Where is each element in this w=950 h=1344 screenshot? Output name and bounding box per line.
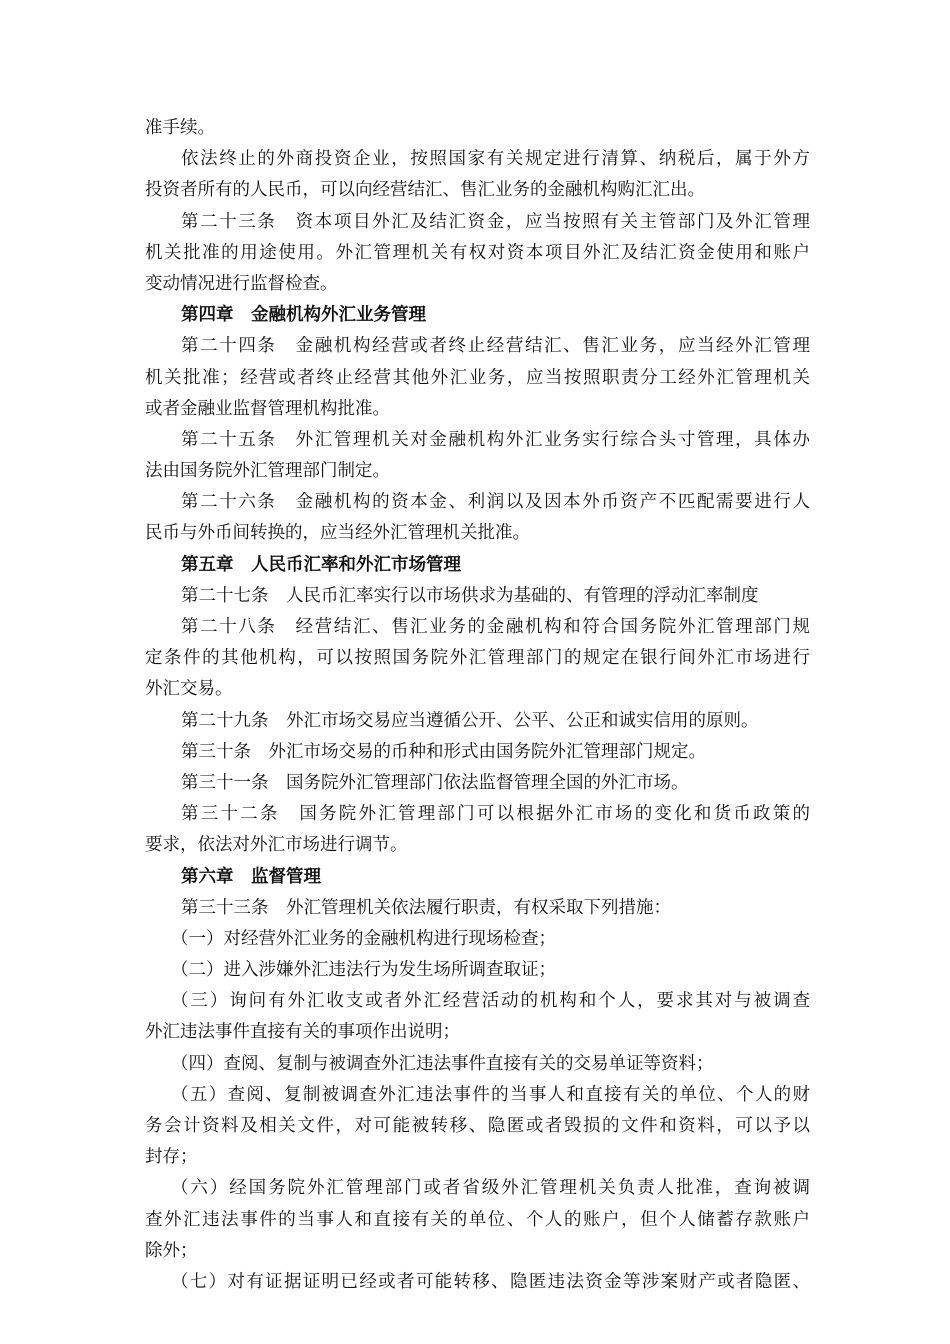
measure-item-2: （二）进入涉嫌外汇违法行为发生场所调查取证；	[171, 960, 556, 981]
article-31-line: 第三十一条 国务院外汇管理部门依法监督管理全国的外汇市场。	[181, 772, 689, 793]
measure-item-7: （七）对有证据证明已经或者可能转移、隐匿违法资金等涉案财产或者隐匿、	[171, 1271, 810, 1292]
measure-item-4: （四）查阅、复制与被调查外汇违法事件直接有关的交易单证等资料；	[171, 1053, 714, 1074]
article-26-line: 第二十六条 金融机构的资本金、利润以及因本外币资产不匹配需要进行人	[181, 492, 810, 513]
chapter-5-heading: 第五章 人民币汇率和外汇市场管理	[181, 554, 461, 575]
article-29-line: 第二十九条 外汇市场交易应当遵循公开、公平、公正和诚实信用的原则。	[181, 710, 759, 731]
article-28-line: 第二十八条 经营结汇、售汇业务的金融机构和符合国务院外汇管理部门规	[181, 617, 810, 637]
paragraph-line: 依法终止的外商投资企业，按照国家有关规定进行清算、纳税后，属于外方	[181, 149, 810, 170]
article-24-line: 第二十四条 金融机构经营或者终止经营结汇、售汇业务，应当经外汇管理	[181, 336, 810, 357]
paragraph-line: 除外；	[145, 1240, 198, 1261]
paragraph-line: 投资者所有的人民币，可以向经营结汇、售汇业务的金融机构购汇汇出。	[145, 180, 705, 201]
article-30-line: 第三十条 外汇市场交易的币种和形式由国务院外汇管理部门规定。	[181, 741, 706, 762]
article-23-line: 第二十三条 资本项目外汇及结汇资金，应当按照有关主管部门及外汇管理	[181, 211, 810, 232]
paragraph-line: 封存；	[145, 1147, 198, 1168]
paragraph-line: 务会计资料及相关文件，对可能被转移、隐匿或者毁损的文件和资料，可以予以	[145, 1116, 810, 1136]
paragraph-line: 准手续。	[145, 118, 215, 138]
article-27-line: 第二十七条 人民币汇率实行以市场供求为基础的、有管理的浮动汇率制度	[181, 585, 759, 606]
paragraph-line: 要求，依法对外汇市场进行调节。	[145, 835, 408, 856]
measure-item-6: （六）经国务院外汇管理部门或者省级外汇管理机关负责人批准，查询被调	[171, 1178, 810, 1199]
paragraph-line: 定条件的其他机构，可以按照国务院外汇管理部门的规定在银行间外汇市场进行	[145, 648, 810, 669]
chapter-6-heading: 第六章 监督管理	[181, 866, 321, 887]
paragraph-line: 查外汇违法事件的当事人和直接有关的单位、个人的账户，但个人储蓄存款账户	[145, 1209, 810, 1230]
paragraph-line: 法由国务院外汇管理部门制定。	[145, 461, 390, 482]
paragraph-line: 变动情况进行监督检查。	[145, 273, 338, 294]
article-33-line: 第三十三条 外汇管理机关依法履行职责，有权采取下列措施：	[181, 897, 671, 918]
paragraph-line: 民币与外币间转换的，应当经外汇管理机关批准。	[145, 523, 530, 544]
document-body	[145, 113, 810, 1298]
chapter-4-heading: 第四章 金融机构外汇业务管理	[181, 305, 426, 326]
paragraph-line: 机关批准；经营或者终止经营其他外汇业务，应当按照职责分工经外汇管理机关	[145, 367, 810, 388]
paragraph-line: 外汇交易。	[145, 679, 233, 700]
measure-item-3: （三）询问有外汇收支或者外汇经营活动的机构和个人，要求其对与被调查	[171, 991, 810, 1012]
paragraph-line: 机关批准的用途使用。外汇管理机关有权对资本项目外汇及结汇资金使用和账户	[145, 242, 810, 263]
article-32-line: 第三十二条 国务院外汇管理部门可以根据外汇市场的变化和货币政策的	[181, 804, 810, 825]
measure-item-5: （五）查阅、复制被调查外汇违法事件的当事人和直接有关的单位、个人的财	[171, 1084, 810, 1105]
article-25-line: 第二十五条 外汇管理机关对金融机构外汇业务实行综合头寸管理，具体办	[181, 429, 810, 450]
paragraph-line: 外汇违法事件直接有关的事项作出说明；	[145, 1022, 460, 1043]
paragraph-line: 或者金融业监督管理机构批准。	[145, 398, 390, 419]
measure-item-1: （一）对经营外汇业务的金融机构进行现场检查；	[171, 928, 556, 949]
